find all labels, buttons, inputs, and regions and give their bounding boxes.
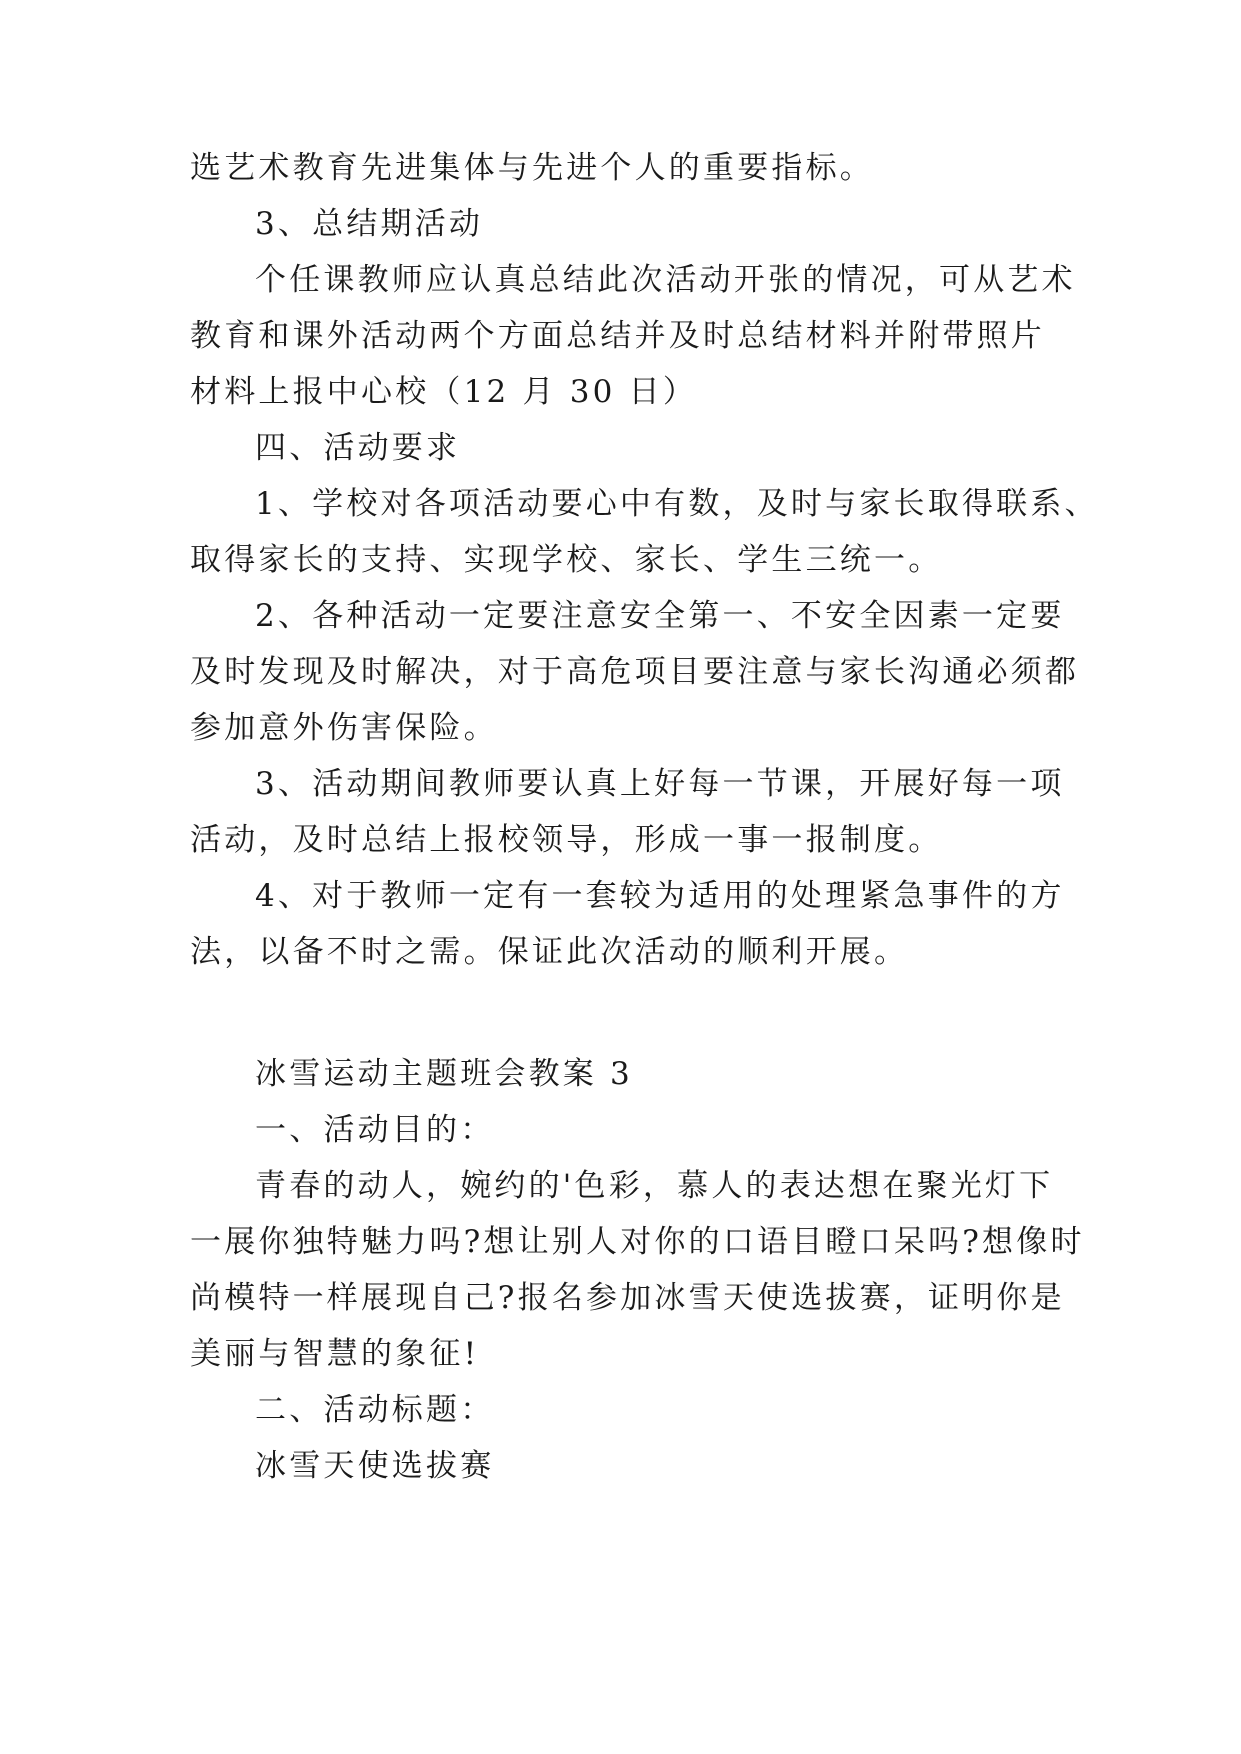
section-heading: 四、活动要求: [255, 430, 461, 466]
text-line: 取得家长的支持、实现学校、家长、学生三统一。: [190, 542, 943, 578]
text-line: 美丽与智慧的象征!: [190, 1336, 480, 1372]
text-line: 材料上报中心校（12 月 30 日）: [190, 374, 698, 410]
text-line: 3、活动期间教师要认真上好每一节课，开展好每一项: [255, 766, 1065, 802]
text-line: 参加意外伤害保险。: [190, 710, 498, 746]
text-line: 青春的动人，婉约的'色彩，慕人的表达想在聚光灯下: [255, 1168, 1054, 1204]
text-line: 选艺术教育先进集体与先进个人的重要指标。: [190, 150, 874, 186]
text-line: 教育和课外活动两个方面总结并及时总结材料并附带照片: [190, 318, 1045, 354]
text-line: 活动，及时总结上报校领导，形成一事一报制度。: [190, 822, 943, 858]
text-line: 2、各种活动一定要注意安全第一、不安全因素一定要: [255, 598, 1065, 634]
text-line: 尚模特一样展现自己?报名参加冰雪天使选拔赛，证明你是: [190, 1280, 1065, 1316]
section-heading: 一、活动目的：: [255, 1112, 495, 1148]
text-line: 法，以备不时之需。保证此次活动的顺利开展。: [190, 934, 909, 970]
section-heading: 二、活动标题：: [255, 1392, 495, 1428]
text-line: 及时发现及时解决，对于高危项目要注意与家长沟通必须都: [190, 654, 1080, 690]
text-line: 冰雪天使选拔赛: [255, 1448, 495, 1484]
document-title: 冰雪运动主题班会教案 3: [255, 1056, 633, 1092]
text-line: 4、对于教师一定有一套较为适用的处理紧急事件的方: [255, 878, 1065, 914]
section-heading: 3、总结期活动: [255, 206, 484, 242]
text-line: 个任课教师应认真总结此次活动开张的情况，可从艺术: [255, 262, 1076, 298]
text-line: 一展你独特魅力吗?想让别人对你的口语目瞪口呆吗?想像时: [190, 1224, 1085, 1260]
text-line: 1、学校对各项活动要心中有数，及时与家长取得联系、: [255, 486, 1099, 522]
